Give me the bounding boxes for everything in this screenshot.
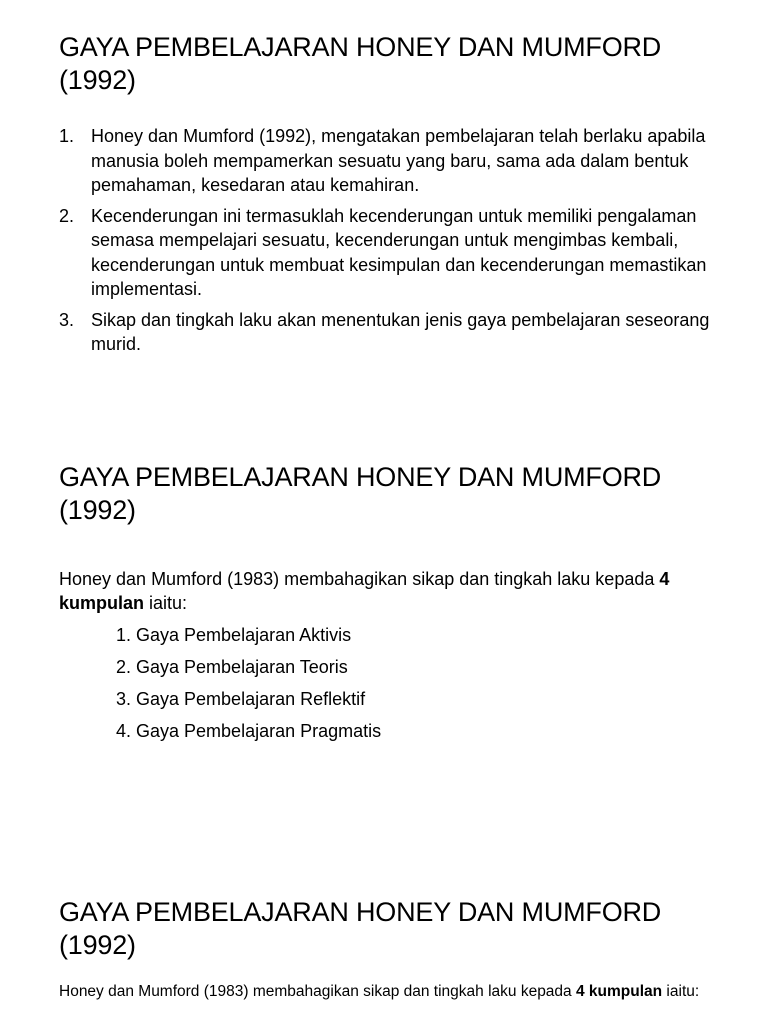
title-line-1: GAYA PEMBELAJARAN HONEY DAN MUMFORD bbox=[59, 897, 662, 927]
slide-title bbox=[59, 896, 739, 962]
title-line-2: (1992) bbox=[59, 930, 136, 960]
list-item: 1. Gaya Pembelajaran Aktivis bbox=[116, 625, 352, 645]
list-item-text: Kecenderungan ini termasuklah kecenderungan untuk memiliki pengalaman semasa mempelajari sesuatu, kecenderungan untuk mengimbas kembali, kecenderungan untuk membuat kesimpulan dan kecenderungan memastikan implementasi. bbox=[91, 205, 707, 299]
list-item: 4. Gaya Pembelajaran Pragmatis bbox=[116, 721, 382, 741]
list-item-number: 1. bbox=[59, 126, 75, 146]
list-item-text: Sikap dan tingkah laku akan menentukan jenis gaya pembelajaran seseorang murid. bbox=[91, 309, 710, 354]
intro-text-end: iaitu: bbox=[144, 593, 188, 613]
intro-text-end: iaitu: bbox=[662, 983, 700, 1000]
list-item-text: Honey dan Mumford (1992), mengatakan pembelajaran telah berlaku apabila manusia boleh mempamerkan sesuatu yang baru, sama ada dalam bentuk pemahaman, kesedaran atau kemahiran. bbox=[91, 126, 706, 195]
title-line-1: GAYA PEMBELAJARAN HONEY DAN MUMFORD bbox=[59, 32, 662, 62]
list-item: 2. Gaya Pembelajaran Teoris bbox=[116, 657, 348, 677]
intro-text: Honey dan Mumford (1983) membahagikan sikap dan tingkah laku kepada bbox=[59, 569, 660, 589]
title-line-2: (1992) bbox=[59, 495, 136, 525]
list-item-number: 3. bbox=[59, 309, 75, 330]
intro-bold-text: 4 kumpulan bbox=[575, 983, 663, 1000]
list-item: 3. Gaya Pembelajaran Reflektif bbox=[116, 689, 366, 709]
intro-paragraph bbox=[59, 982, 739, 1002]
list-item-number: 2. bbox=[59, 205, 75, 226]
intro-text: Honey dan Mumford (1983) membahagikan sikap dan tingkah laku kepada bbox=[59, 983, 576, 1000]
title-line-2: (1992) bbox=[59, 65, 136, 95]
intro-bold-text: 4 kumpulan bbox=[59, 569, 670, 613]
title-line-1: GAYA PEMBELAJARAN HONEY DAN MUMFORD bbox=[59, 462, 662, 492]
